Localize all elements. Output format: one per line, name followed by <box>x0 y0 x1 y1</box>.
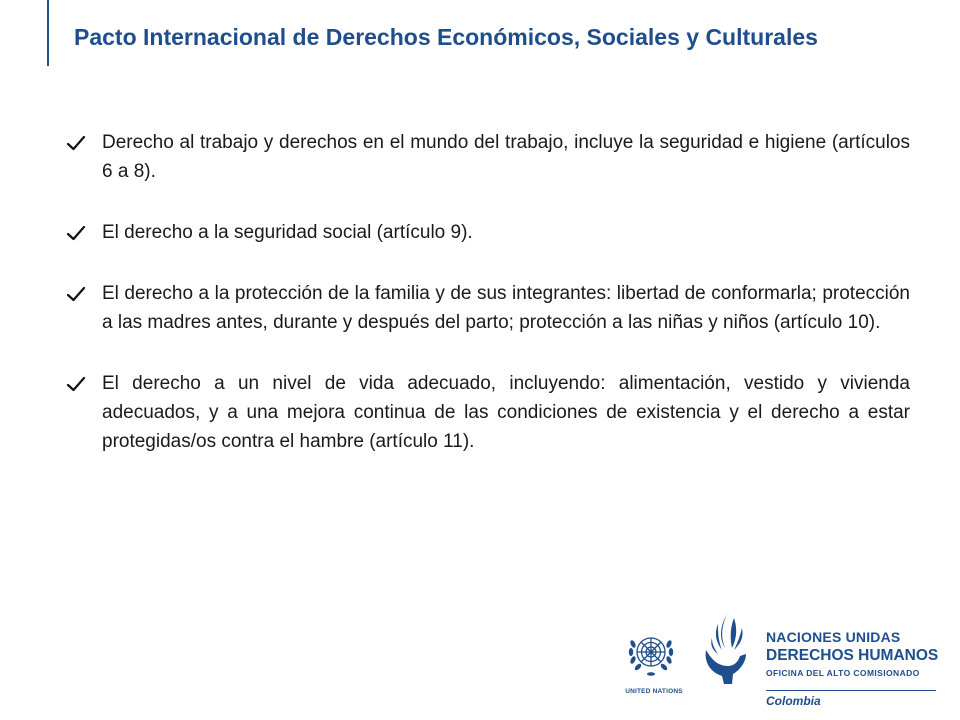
un-emblem-icon <box>627 630 675 678</box>
title-accent-bar <box>47 0 49 66</box>
ohchr-line-naciones-unidas: NACIONES UNIDAS <box>766 629 901 645</box>
ohchr-divider <box>766 690 936 691</box>
ohchr-country: Colombia <box>766 694 821 708</box>
bullet-item <box>66 128 910 186</box>
bullet-text: El derecho a la seguridad social (artículo 9). <box>102 222 473 243</box>
checkmark-icon <box>66 218 102 247</box>
bullet-item <box>66 279 910 337</box>
bullet-text: Derecho al trabajo y derechos en el mundo del trabajo, incluye la seguridad e higiene (artículos 6 a 8). <box>102 132 910 182</box>
checkmark-icon <box>66 279 102 308</box>
ohchr-logo <box>700 610 940 714</box>
bullet-text: El derecho a la protección de la familia y de sus integrantes: libertad de conformarla; protección a las madres antes, durante y después del parto; protección a las niñas y niños (artículo 10). <box>102 283 910 333</box>
bullet-item <box>66 369 910 456</box>
flame-hand-icon <box>700 610 756 690</box>
united-nations-logo <box>620 630 684 708</box>
checkmark-icon <box>66 128 102 157</box>
un-caption: UNITED NATIONS <box>625 688 683 695</box>
checkmark-icon <box>66 369 102 398</box>
ohchr-line-oficina: OFICINA DEL ALTO COMISIONADO <box>766 668 920 678</box>
bullet-item <box>66 218 910 247</box>
slide-title: Pacto Internacional de Derechos Económicos, Sociales y Culturales <box>74 24 818 50</box>
bullet-list <box>66 128 910 488</box>
bullet-text: El derecho a un nivel de vida adecuado, incluyendo: alimentación, vestido y vivienda adecuados, y a una mejora continua de las condiciones de existencia y el derecho a estar protegidas/os contra el hambre (artículo 11). <box>102 373 910 452</box>
ohchr-line-derechos-humanos: DERECHOS HUMANOS <box>766 647 939 664</box>
